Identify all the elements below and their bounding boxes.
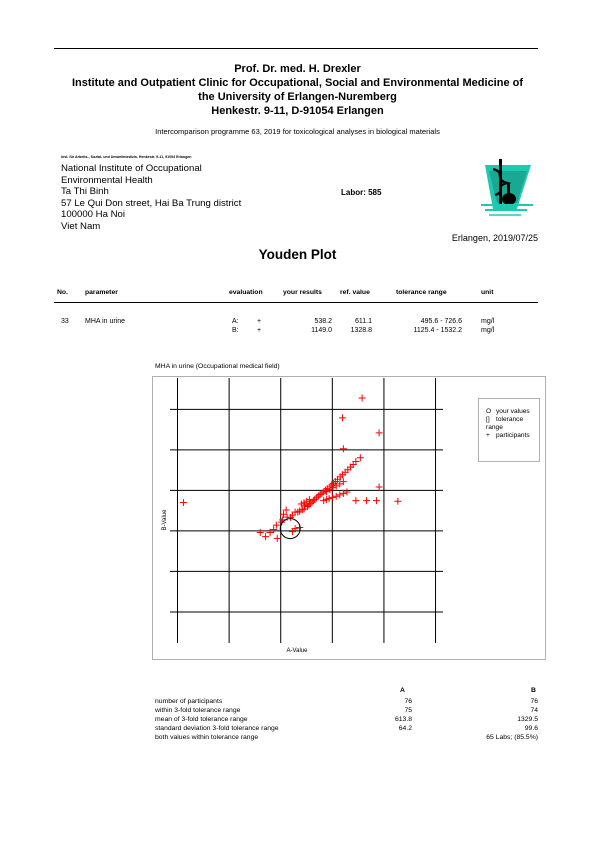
participant-point (313, 494, 320, 501)
stats-col-b-header: B (531, 687, 536, 694)
stats-value-a: 76 (404, 698, 412, 705)
stats-value-a: 64.2 (398, 725, 412, 732)
participant-point (180, 499, 187, 506)
sender-line: Inst. für Arbeits-, Sozial- und Umweltmedizin, Henkestr. 9-11, 91054 Erlangen (61, 155, 192, 159)
col-header-your-results: your results (283, 289, 322, 296)
logo-text: G-EQUAS (521, 193, 550, 199)
stats-value-a: 75 (404, 707, 412, 714)
stats-col-a (340, 697, 412, 742)
row-a-tolerance: 495.6 - 726.6 (420, 318, 462, 325)
legend-label: tolerance range (486, 416, 524, 431)
stats-value-b: 99.6 (524, 725, 538, 732)
row-b-label: B: (232, 327, 239, 334)
legend-symbol: O (486, 408, 492, 415)
y-axis-label: B-Value (162, 509, 168, 531)
legend-symbol: [] (486, 416, 490, 423)
recipient-line: 100000 Ha Noi (61, 209, 126, 221)
row-b-tolerance: 1125.4 - 1532.2 (413, 327, 462, 334)
col-header-ref-value: ref. value (340, 289, 370, 296)
row-b-result: 1149.0 (311, 327, 332, 334)
institute-line-2: the University of Erlangen-Nuremberg (198, 91, 397, 103)
participant-points (180, 395, 401, 542)
participant-point (267, 529, 274, 536)
col-header-unit: unit (481, 289, 494, 296)
participant-point (340, 490, 347, 497)
labor-number: Labor: 585 (341, 188, 382, 197)
recipient-line: 57 Le Qui Don street, Hai Ba Trung district (61, 197, 242, 209)
institute-address: Henkestr. 9-11, D-91054 Erlangen (211, 105, 384, 117)
legend-item-participants (486, 432, 539, 440)
row-a-unit: mg/l (481, 318, 495, 325)
legend-label: your values (496, 408, 530, 415)
stats-label: number of participants (155, 698, 223, 705)
report-title: Youden Plot (258, 247, 337, 262)
recipient-line: Environmental Health (61, 174, 153, 186)
recipient-line: Viet Nam (61, 220, 101, 232)
participant-point (257, 529, 264, 536)
stats-label: both values within tolerance range (155, 734, 259, 741)
legend-item-tolerance (486, 416, 539, 432)
col-header-evaluation: evaluation (229, 289, 263, 296)
row-parameter: MHA in urine (85, 318, 126, 325)
participant-point (336, 491, 343, 498)
participant-point (352, 497, 359, 504)
participant-point (376, 429, 383, 436)
participant-point (363, 497, 370, 504)
stats-value-a: 613.8 (394, 716, 412, 723)
participant-point (357, 454, 364, 461)
row-a-eval: + (257, 318, 262, 325)
row-no: 33 (61, 318, 69, 325)
row-b-unit: mg/l (481, 327, 495, 334)
stats-value-b: 1329.5 (517, 716, 538, 723)
row-a-ref: 611.1 (355, 318, 372, 325)
stats-col-b (440, 697, 538, 742)
x-axis-label: A-Value (286, 648, 308, 654)
legend-item-your-values (486, 408, 539, 416)
recipient-line: National Institute of Occupational (61, 163, 202, 174)
row-a-result: 538.2 (314, 318, 332, 325)
participant-point (339, 414, 346, 421)
participant-point (376, 484, 383, 491)
participant-point (322, 487, 329, 494)
stats-label: standard deviation 3-fold tolerance range (155, 725, 279, 732)
participant-point (343, 489, 350, 496)
stats-value-b: 74 (530, 707, 538, 714)
author-name: Prof. Dr. med. H. Drexler (234, 63, 361, 75)
row-b-eval: + (257, 327, 262, 334)
participant-point (359, 395, 366, 402)
stats-labels (155, 697, 279, 742)
chart-legend (478, 398, 540, 462)
col-header-tolerance: tolerance range (396, 289, 447, 296)
legend-symbol: + (486, 432, 490, 439)
report-date: Erlangen, 2019/07/25 (451, 233, 538, 243)
chart-title: MHA in urine (Occupational medical field) (155, 363, 280, 370)
programme-line: Intercomparison programme 63, 2019 for toxicological analyses in biological materials (155, 127, 440, 136)
stats-label: within 3-fold tolerance range (155, 707, 241, 714)
stats-value-a (340, 733, 412, 742)
institute-line-1: Institute and Outpatient Clinic for Occupational, Social and Environmental Medicine of (71, 77, 524, 89)
stats-value-b: 76 (530, 698, 538, 705)
col-header-parameter: parameter (85, 289, 118, 296)
grid (170, 378, 443, 643)
stats-col-a-header: A (400, 687, 405, 694)
participant-point (262, 533, 269, 540)
legend-label: participants (496, 432, 530, 439)
stats-value-b: 65 Labs; (85.5%) (486, 734, 538, 741)
participant-point (333, 493, 340, 500)
participant-point (340, 445, 347, 452)
row-a-label: A: (232, 318, 239, 325)
participant-point (373, 497, 380, 504)
row-b-ref: 1328.8 (350, 327, 372, 334)
col-header-no: No. (57, 289, 68, 296)
stats-label: mean of 3-fold tolerance range (155, 716, 248, 723)
participant-point (329, 494, 336, 501)
recipient-line: Ta Thi Binh (61, 186, 109, 198)
participant-point (274, 535, 281, 542)
participant-point (394, 498, 401, 505)
